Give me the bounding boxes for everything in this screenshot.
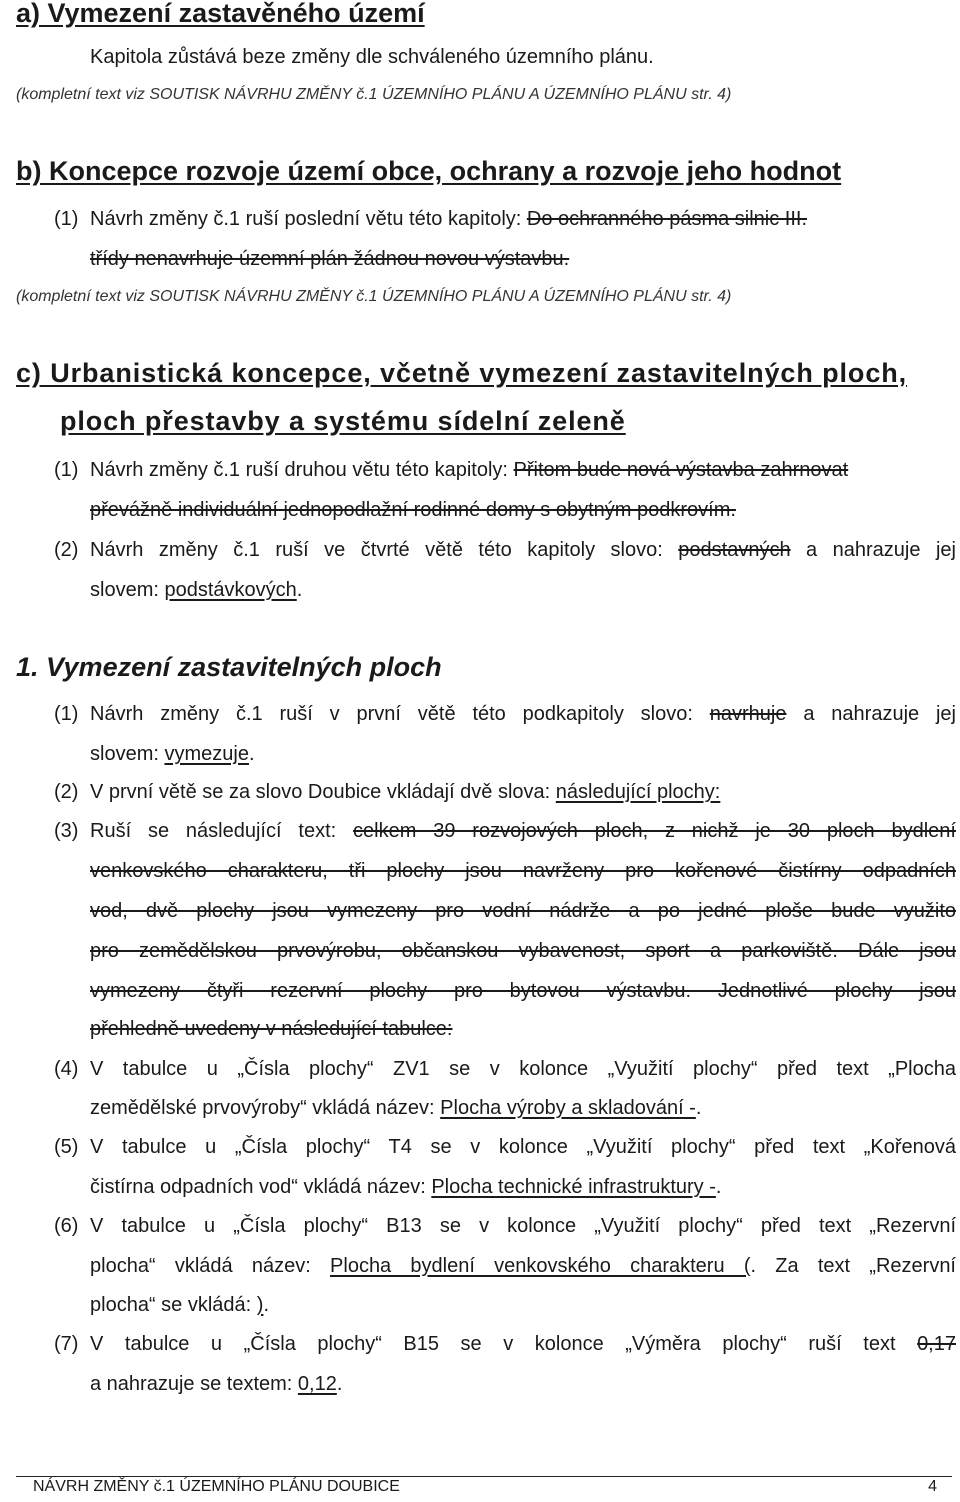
item-text: . bbox=[695, 1097, 702, 1119]
item-number: (1) bbox=[54, 208, 79, 230]
item-text: a nahrazuje jej bbox=[790, 539, 956, 561]
section-a-text: Kapitola zůstává beze změny dle schváleného územního plánu. bbox=[90, 46, 654, 68]
item-text: Ruší se následující text: bbox=[90, 820, 354, 842]
item-text: . bbox=[715, 1176, 722, 1198]
item-text: plocha“ vkládá název: bbox=[90, 1255, 331, 1277]
section-c-item1-line1 bbox=[90, 459, 848, 482]
item-number: (6) bbox=[54, 1215, 79, 1237]
underlined-text: 0,12 bbox=[297, 1373, 337, 1395]
item-text: čistírna odpadních vod“ vkládá název: bbox=[90, 1176, 432, 1198]
subsection-1-item6-line2 bbox=[90, 1255, 956, 1278]
item-text: slovem: bbox=[90, 579, 165, 601]
item-number: (5) bbox=[54, 1136, 79, 1158]
item-text: . bbox=[263, 1294, 269, 1316]
underlined-text: následující plochy: bbox=[555, 781, 721, 803]
subsection-1-item3-line2 bbox=[90, 860, 956, 883]
item-number: (7) bbox=[54, 1333, 79, 1355]
struck-text: venkovského charakteru, tři plochy jsou navrženy pro kořenové čistírny odpadních bbox=[90, 860, 956, 882]
underlined-text: Plocha bydlení venkovského charakteru ( bbox=[330, 1255, 751, 1277]
item-text: Návrh změny č.1 ruší v první větě této podkapitoly slovo: bbox=[90, 703, 710, 725]
section-c-item1-line2 bbox=[90, 499, 736, 522]
item-text: zemědělské prvovýroby“ vkládá název: bbox=[90, 1097, 441, 1119]
subsection-1-item7-line2 bbox=[90, 1373, 342, 1396]
subsection-1-item6-line1: V tabulce u „Čísla plochy“ B13 se v kolonce „Využití plochy“ před text „Rezervní bbox=[90, 1215, 956, 1237]
subsection-1-item2-line1 bbox=[90, 781, 720, 804]
struck-text: převážně individuální jednopodlažní rodinné domy s obytným podkrovím. bbox=[90, 499, 736, 521]
subsection-1-item1-line1 bbox=[90, 703, 956, 726]
underlined-text: podstávkových bbox=[164, 579, 297, 601]
heading-section-c-line2: ploch přestavby a systému sídelní zeleně bbox=[60, 406, 626, 436]
subsection-1-item3-line4 bbox=[90, 940, 956, 963]
struck-text: vymezeny čtyři rezervní plochy pro bytovou výstavbu. Jednotlivé plochy jsou bbox=[90, 980, 956, 1002]
struck-text: 0,17 bbox=[917, 1333, 956, 1355]
struck-text: celkem 39 rozvojových ploch, z nichž je 30 ploch bydlení bbox=[353, 820, 956, 842]
subsection-1-item1-line2 bbox=[90, 743, 255, 766]
heading-section-b: b) Koncepce rozvoje území obce, ochrany a rozvoje jeho hodnot bbox=[16, 156, 842, 186]
item-text: plocha“ se vkládá: bbox=[90, 1294, 257, 1316]
item-text: Návrh změny č.1 ruší poslední větu této kapitoly: bbox=[90, 208, 527, 230]
underlined-text: vymezuje bbox=[164, 743, 249, 765]
section-b-note: (kompletní text viz SOUTISK NÁVRHU ZMĚNY č.1 ÚZEMNÍHO PLÁNU A ÚZEMNÍHO PLÁNU str. 4) bbox=[16, 288, 732, 305]
section-a-note: (kompletní text viz SOUTISK NÁVRHU ZMĚNY č.1 ÚZEMNÍHO PLÁNU A ÚZEMNÍHO PLÁNU str. 4) bbox=[16, 86, 732, 103]
underlined-text: ) bbox=[256, 1294, 264, 1316]
item-number: (3) bbox=[54, 820, 79, 842]
item-text: . bbox=[336, 1373, 343, 1395]
subsection-1-item7-line1 bbox=[90, 1333, 956, 1356]
item-text: . Za text „Rezervní bbox=[750, 1255, 956, 1277]
item-text: a nahrazuje jej bbox=[786, 703, 956, 725]
item-text: V tabulce u „Čísla plochy“ B15 se v kolonce „Výměra plochy“ ruší text bbox=[90, 1333, 918, 1355]
subsection-1-item5-line1: V tabulce u „Čísla plochy“ T4 se v kolonce „Využití plochy“ před text „Kořenová bbox=[90, 1136, 956, 1158]
subsection-1-item6-line3 bbox=[90, 1294, 269, 1317]
item-number: (2) bbox=[54, 539, 79, 561]
item-text: a nahrazuje se textem: bbox=[90, 1373, 298, 1395]
item-text: Návrh změny č.1 ruší druhou větu této kapitoly: bbox=[90, 459, 514, 481]
subsection-1-item4-line2 bbox=[90, 1097, 701, 1120]
underlined-text: Plocha technické infrastruktury - bbox=[431, 1176, 716, 1198]
struck-text: přehledně uvedeny v následující tabulce: bbox=[90, 1018, 453, 1040]
heading-subsection-1: 1. Vymezení zastavitelných ploch bbox=[16, 652, 442, 682]
section-c-item2-line2 bbox=[90, 579, 302, 602]
footer-rule bbox=[16, 1476, 952, 1477]
section-b-item1-line2 bbox=[90, 248, 569, 271]
struck-text: vod, dvě plochy jsou vymezeny pro vodní nádrže a po jedné ploše bude využito bbox=[90, 900, 956, 922]
section-c-item2-line1 bbox=[90, 539, 956, 562]
struck-text: třídy nenavrhuje územní plán žádnou novou výstavbu. bbox=[90, 248, 570, 270]
page-footer bbox=[33, 1478, 937, 1496]
subsection-1-item5-line2 bbox=[90, 1176, 721, 1199]
footer-title: NÁVRH ZMĚNY č.1 ÚZEMNÍHO PLÁNU DOUBICE bbox=[33, 1478, 400, 1495]
struck-text: Přitom bude nová výstavba zahrnovat bbox=[513, 459, 849, 481]
subsection-1-item4-line1: V tabulce u „Čísla plochy“ ZV1 se v kolonce „Využití plochy“ před text „Plocha bbox=[90, 1058, 956, 1080]
item-text: slovem: bbox=[90, 743, 165, 765]
subsection-1-item3-line6 bbox=[90, 1018, 452, 1041]
item-text: V první větě se za slovo Doubice vkládají dvě slova: bbox=[90, 781, 556, 803]
item-text: . bbox=[248, 743, 255, 765]
subsection-1-item3-line5 bbox=[90, 980, 956, 1003]
struck-text: Do ochranného pásma silnic III. bbox=[526, 208, 808, 230]
item-number: (1) bbox=[54, 459, 79, 481]
item-text: Návrh změny č.1 ruší ve čtvrté větě této kapitoly slovo: bbox=[90, 539, 679, 561]
item-text: . bbox=[296, 579, 303, 601]
struck-text: pro zemědělskou prvovýrobu, občanskou vybavenost, sport a parkoviště. Dále jsou bbox=[90, 940, 956, 962]
struck-text: navrhuje bbox=[709, 703, 787, 725]
page-number: 4 bbox=[928, 1478, 937, 1495]
subsection-1-item3-line3 bbox=[90, 900, 956, 923]
section-b-item1-line1 bbox=[90, 208, 807, 231]
heading-section-a: a) Vymezení zastavěného území bbox=[16, 0, 425, 28]
item-number: (4) bbox=[54, 1058, 79, 1080]
item-number: (2) bbox=[54, 781, 79, 803]
subsection-1-item3-line1 bbox=[90, 820, 956, 843]
underlined-text: Plocha výroby a skladování - bbox=[440, 1097, 696, 1119]
heading-section-c-line1: c) Urbanistická koncepce, včetně vymezení zastavitelných ploch, bbox=[16, 358, 908, 388]
struck-text: podstavných bbox=[678, 539, 791, 561]
item-number: (1) bbox=[54, 703, 79, 725]
